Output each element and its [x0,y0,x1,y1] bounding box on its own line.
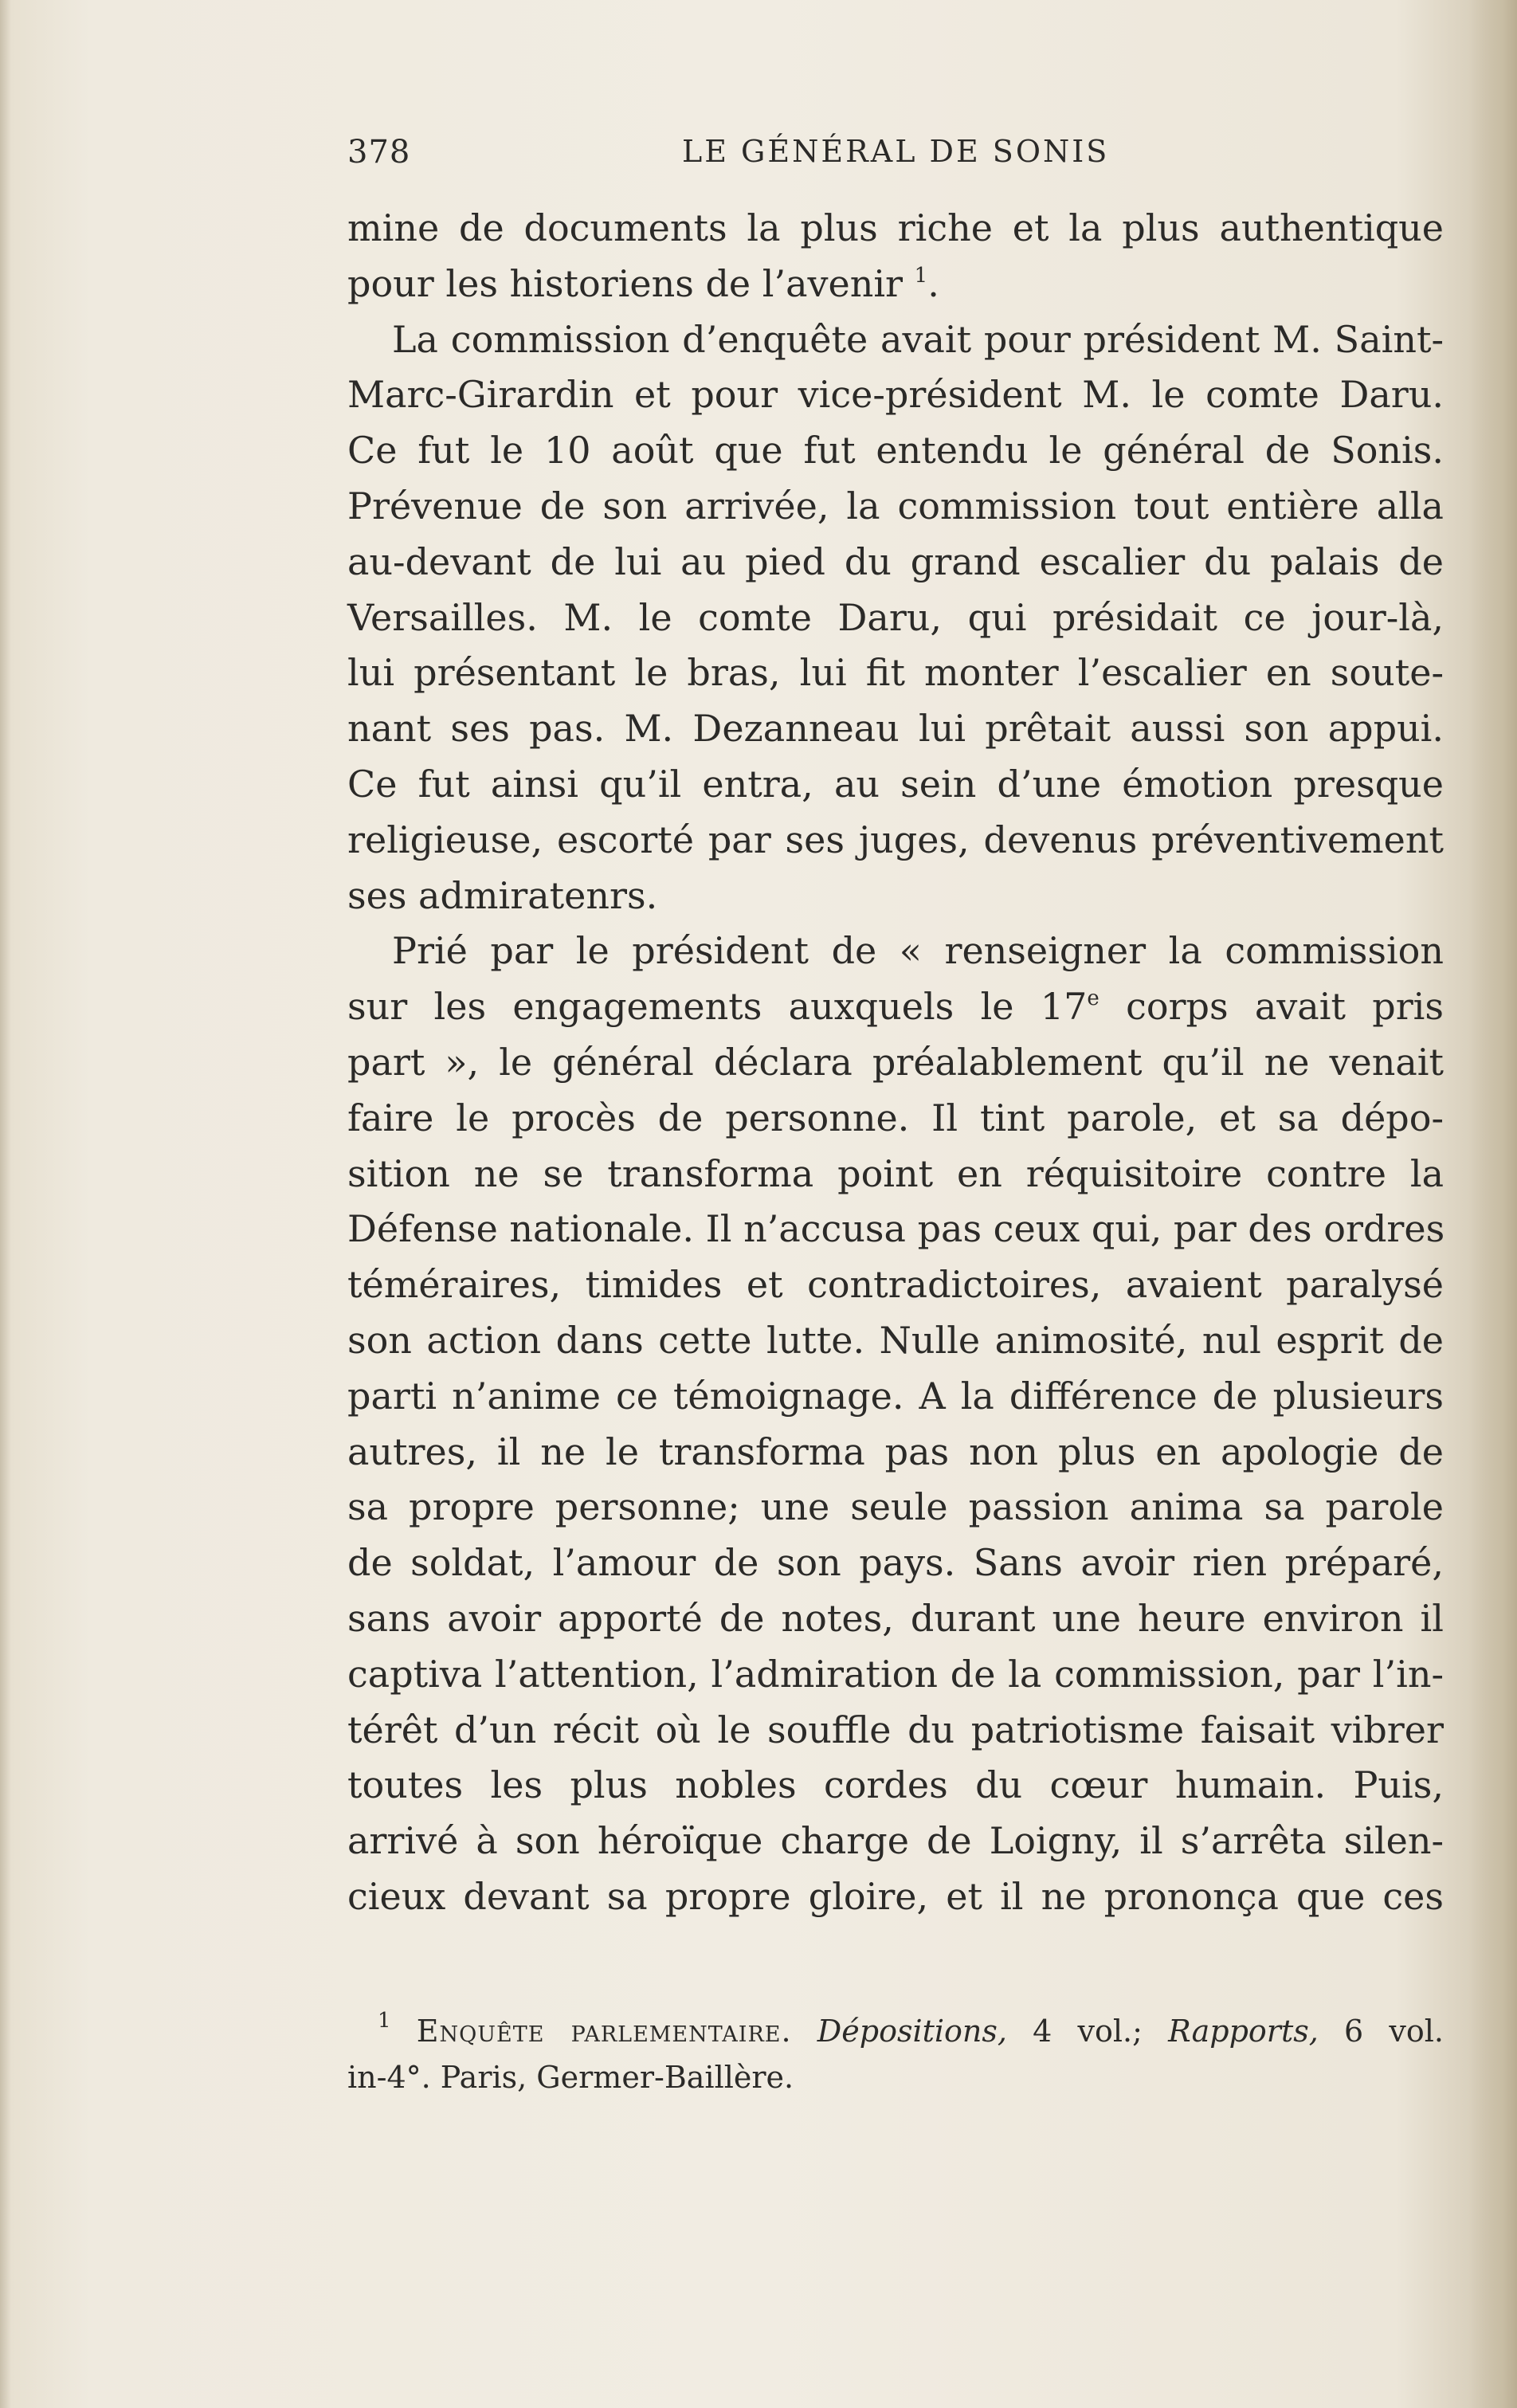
text-line: cieux devant sa propre gloire, et il ne prononça que ces [347,1874,1444,1918]
text-line: son action dans cette lutte. Nulle animosité, nul esprit de [347,1318,1444,1362]
text-line: sition ne se transforma point en réquisitoire contre la [347,1151,1444,1195]
text-line: nant ses pas. M. Dezanneau lui prêtait aussi son appui. [347,707,1444,751]
page-number: 378 [347,134,411,171]
footnote-marker: 1 [378,2009,391,2033]
punctuation: . [927,261,939,305]
text-line: arrivé à son héroïque charge de Loigny, il s’arrêta silen- [347,1819,1444,1863]
text-line: captiva l’attention, l’admiration de la commission, par l’in- [347,1652,1444,1696]
text-line: La commission d’enquête avait pour président M. Saint- [392,317,1444,361]
footnote-line [347,2008,1444,2054]
footnote [347,2008,1444,2100]
page-gutter-shadow [1469,0,1517,2408]
text-line: Ce fut le 10 août que fut entendu le général de Sonis. [347,429,1444,473]
footnote-rapports: Rapports, [1168,2014,1319,2049]
text-line: de soldat, l’amour de son pays. Sans avoir rien préparé, [347,1541,1444,1585]
text-line: sa propre personne; une seule passion anima sa parole [347,1485,1444,1529]
text-line: térêt d’un récit où le souffle du patriotisme faisait vibrer [347,1708,1444,1751]
text-line-content: sur les engagements auxquels le 17 [347,985,1088,1029]
page-left-shadow [0,0,11,2408]
text-line: parti n’anime ce témoignage. A la différence de plusieurs [347,1374,1444,1418]
footnote-source: Enquête parlementaire. [416,2014,792,2049]
text-line-tail: corps avait pris [1099,985,1444,1029]
footnote-volumes: 4 vol.; [1006,2014,1169,2049]
running-title: LE GÉNÉRAL DE SONIS [682,134,1110,169]
page-header [347,134,1444,174]
text-line: Ce fut ainsi qu’il entra, au sein d’une émotion presque [347,762,1444,806]
text-line [347,979,1444,1035]
footnote-line: in-4°. Paris, Germer-Baillère. [347,2060,794,2095]
text-line: Marc-Girardin et pour vice-président M. le comte Daru. [347,373,1444,417]
text-line: autres, il ne le transforma pas non plus en apologie de [347,1430,1444,1473]
text-line: au-devant de lui au pied du grand escalier du palais de [347,539,1444,583]
ordinal-superscript: e [1087,986,1100,1011]
text-line: faire le procès de personne. Il tint parole, et sa dépo- [347,1096,1444,1139]
text-line: toutes les plus nobles cordes du cœur humain. Puis, [347,1763,1444,1807]
text-line: sans avoir apporté de notes, durant une heure environ il [347,1596,1444,1640]
footnote-volumes-2: 6 vol. [1318,2014,1444,2049]
footnote-depositions: Dépositions, [817,2014,1007,2049]
footnote-reference: 1 [914,263,928,288]
text-line: mine de documents la plus riche et la plus authentique [347,206,1444,249]
text-line: Prié par le président de « renseigner la commission [392,929,1444,973]
text-line: ses admiratenrs. [347,873,658,917]
text-line [347,257,1444,312]
body-text [347,201,1444,1925]
text-line-content: pour les historiens de l’avenir [347,261,904,305]
text-line: part », le général déclara préalablement qu’il ne venait [347,1040,1444,1084]
text-line: Prévenue de son arrivée, la commission tout entière alla [347,484,1444,527]
text-line: téméraires, timides et contradictoires, avaient paralysé [347,1263,1444,1307]
text-line: Défense nationale. Il n’accusa pas ceux qui, par des ordres [347,1207,1445,1251]
text-line: Versailles. M. le comte Daru, qui présidait ce jour-là, [347,595,1444,639]
text-line: religieuse, escorté par ses juges, devenus préventivement [347,818,1444,861]
text-line: lui présentant le bras, lui fit monter l’escalier en soute- [347,651,1444,695]
